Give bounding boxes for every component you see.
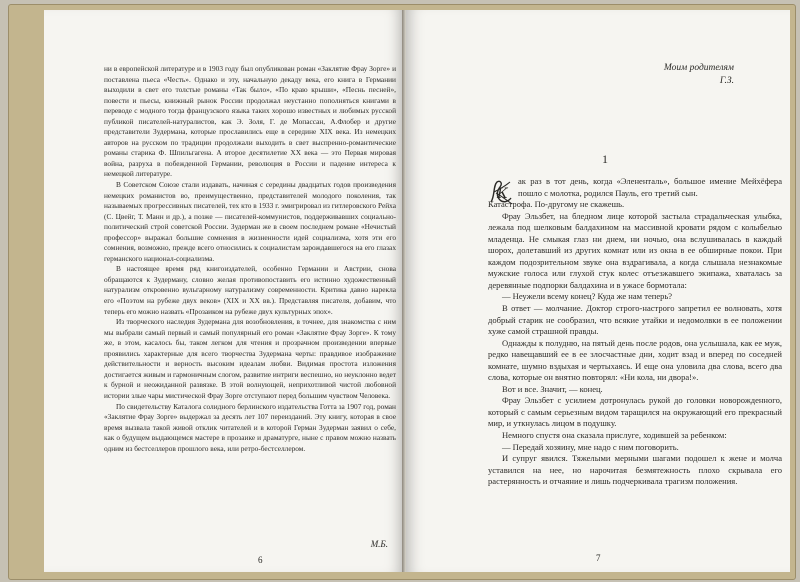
right-paragraph-6: Вот и все. Значит, — конец. <box>502 383 603 394</box>
dedication-text: Моим родителям <box>663 63 734 73</box>
left-paragraph-1: ни в европейской литературе и в 1903 году был опубликован роман «Заклятие Фрау Зорге» и поставлена пьеса «Честь». Однако и эту, начальную декаду века, его книга в Германии выходили в свет его толстые романы «Так было», «По краю крыши», «Песнь песней», повести и пьесы, книжный рынок России продолжал неустанно пополняться книгами в переводе с модного тогда французского языка таких хорошо известных и любимых русской публикой писателей-натуралистов, как Э. Золя, Г. де Мопассан, А.Флобер и другие представители Зудермана, которые прославились еще в середине XIX века. Из немецких авторов на русском по традиции продолжали выходить в свет выспренно-романтические романы старика Ф. Шпильгагена. А второе десятилетие XX века — это Первая мировая война, разруха в побежденной Германии, революция в России и падение интереса к немецкой литературе. <box>104 64 396 179</box>
left-paragraph-2: В Советском Союзе стали издавать, начиная с середины двадцатых годов произведения немецких романистов во, преимущественно, представителей молодого поколения, так называемых прогрессивных писателей, тех кто в 1933 г. эмигрировал из гитлеровского Рейха (С. Цвейг, Т. Манн и др.), а позже — писателей-коммунистов, поддерживавших социально-политический строй советской России. Зудерман же в своем последнем романе «Нечистый профессор» выражал большие сомнения в жизненности идей социализма, хотя эти его сомнения, возможно, прежде всего относились к социалистам зарождавшегося на его глазах германского национал-социализма. <box>104 180 396 263</box>
right-paragraph-9: — Передай хозяину, мне надо с ним поговорить. <box>502 441 679 452</box>
right-paragraph-10: И супруг явился. Тяжелыми мерными шагами подошел к жене и молча уставился на нее, но нарочитая безмятежность плохо скрывала его растерянность и отчаяние и лишь подчеркивала трагизм положения. <box>488 453 782 487</box>
left-paragraph-3: В настоящее время ряд книгоиздателей, особенно Германии и Австрии, снова обращаются к Зудерману, словно желая противопоставить его истинно художественный натурализм откровенно вульгарному натурализму современности. Критика давно нарекла его «Поэтом на рубеже двух веков» (XIX и XX вв.). Представляя писателя, добавим, что теперь его можно назвать «Прозаиком на рубеже двух культурных эпох». <box>104 264 396 316</box>
left-page-number: 6 <box>258 555 263 565</box>
right-paragraph-3: — Неужели всему конец? Куда же нам теперь? <box>502 291 673 302</box>
right-page-text <box>488 176 782 488</box>
right-paragraph-8: Немного спустя она сказала прислуге, ходившей за ребенком: <box>502 430 727 441</box>
left-paragraph-4: Из творческого наследия Зудермана для возобновления, в точнее, для знакомства с ним мы выбрали самый первый и самый популярный его роман «Заклятие Фрау Зорге». К тому же, в этом, касалось бы, таком легком для чтения и прозрачном произведении впервые проявились характерные для всего творчества Зудермана черты: правдивое изображение действительности и верность высоким идеалам любви. Видимая простота изложения достигается живым и гармоничным слогом, развитие интриги веспешно, но неуклонно ведет к бурной и неожиданной развязке. В этой волнующей, неприхотливой чистой любовной истории злые чары мистической Фрау Зорге отступают перед большим чувством Человека. <box>104 317 396 400</box>
right-paragraph-5: Однажды к полудню, на пятый день после родов, она услышала, как ее муж, редко навещавший ее в ее злосчастные дни, ходит взад и вперед по соседней комнате, шумно вздыхая и чертыхаясь. И еще она уловила два слова, всего два слова, которые он внятно повторял: «Ни кола, ни двора!». <box>488 337 782 383</box>
left-page <box>44 10 404 572</box>
right-page-number: 7 <box>596 553 601 563</box>
dedication-epigraph <box>664 62 734 88</box>
right-paragraph-2: Фрау Эльзбет, на бледном лице которой застыла страдальческая улыбка, лежала под шелковым балдахином на массивной кровати рядом с колыбелью младенца. Не смыкая глаз ни днем, ни ночью, она вслушивалась в каждый шорох, долетавший из других комнат или из окна в ее обширные покои. При каждом подозрительном звуке она вздрагивала, а когда слышала незнакомые мужские голоса или глухой стук колес отъезжавшего экипажа, хваталась за деревянные подпорки балдахина и в ужасе бормотала: <box>488 210 782 290</box>
drop-cap-letter: К <box>497 186 508 202</box>
right-paragraph-1: Катастрофа. По-другому не скажешь. <box>488 199 625 210</box>
right-page <box>406 10 790 572</box>
right-paragraph-7: Фрау Эльзбет с усилием дотронулась рукой до головки новорожденного, который с самым серьезным видом таращился на окружающий его прекрасный мир, и уткнулась лицом в подушку. <box>488 395 782 429</box>
left-paragraph-5: По свидетельству Каталога солидного берлинского издательства Готта за 1907 год, роман «Заклятие Фрау Зорге» выдержал за десять лет 107 переизданий. Эту книгу, которая в свое время вызвала такой живой отклик читателей и в которой Герман Зудерман заявил о себе, как о будущем выдающемся мастере в прозаике и драматурге, ныне с правом можно назвать одним из бестселлеров прошлого века, или ретро-бестселлером. <box>104 401 396 453</box>
author-signature: М.Б. <box>370 539 388 549</box>
left-page-text <box>104 64 396 454</box>
opening-paragraph: ак раз в тот день, когда «Элененталь», большое имение Мейхёфера пошло с молотка, родился Пауль, его третий сын. <box>518 176 782 198</box>
right-paragraph-4: В ответ — молчание. Доктор строго-настрого запретил ее волновать, хотя добрый старик не сообразил, что всякие утайки и недомолвки в ее положении хуже самой страшной правды. <box>488 303 782 337</box>
chapter-number: 1 <box>602 152 608 166</box>
dedication-initials: Г.З. <box>719 76 734 86</box>
